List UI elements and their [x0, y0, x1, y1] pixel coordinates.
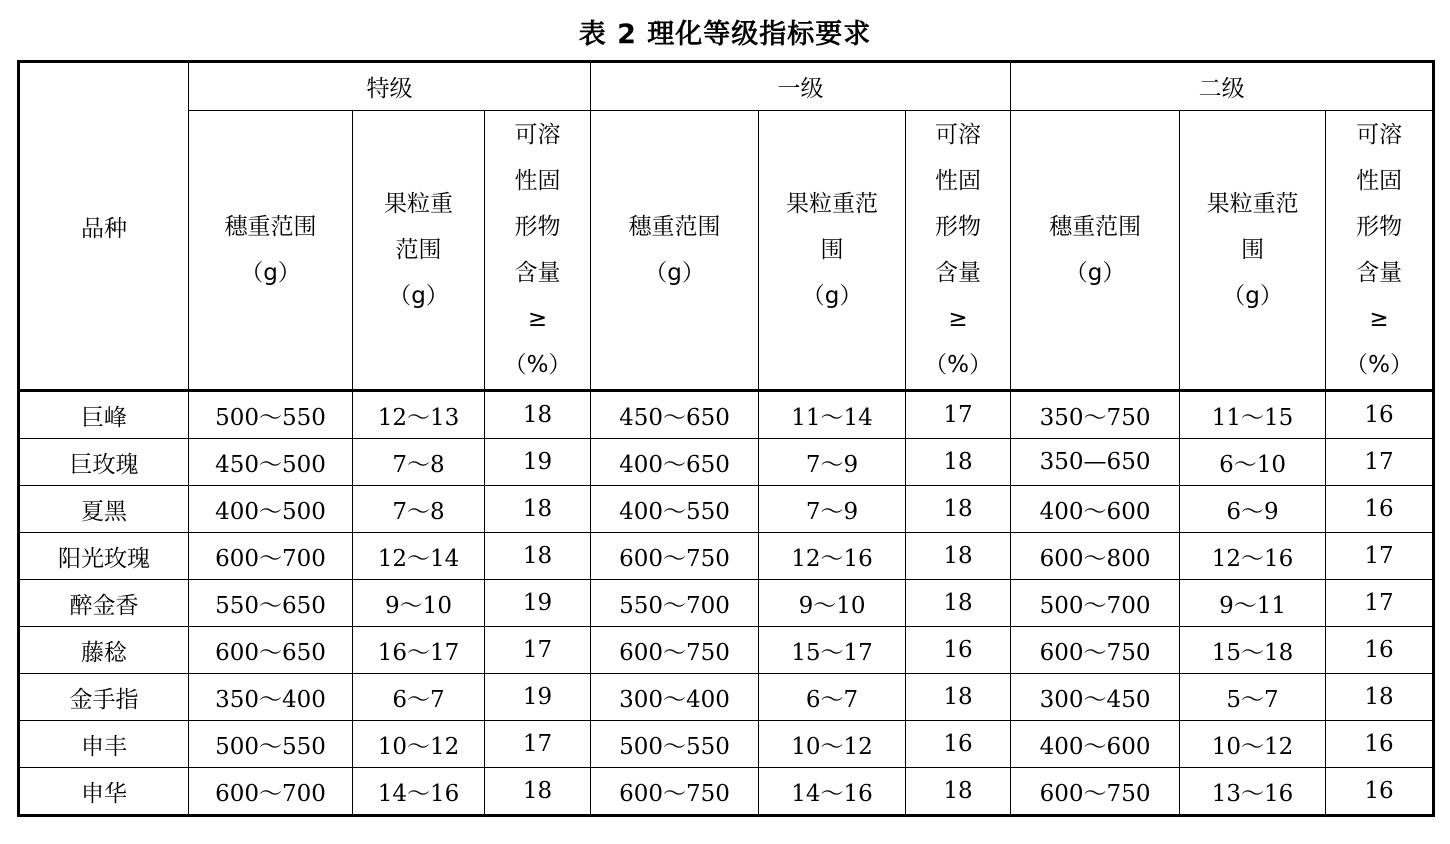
table-title: 表 2 理化等级指标要求: [578, 19, 872, 50]
table-cell: 500～550: [189, 721, 353, 768]
table-cell: 12～16: [759, 533, 906, 580]
table-cell: 18: [485, 486, 591, 533]
header-line: ≥: [1369, 306, 1389, 332]
table-cell: 6～7: [759, 674, 906, 721]
table-cell: 16: [906, 627, 1011, 674]
table-cell: 350～400: [189, 674, 353, 721]
table-cell: 5～7: [1180, 674, 1326, 721]
table-cell: 17: [1326, 533, 1434, 580]
soluble-solids-header-second: [1326, 111, 1434, 391]
table-cell: 7～8: [353, 486, 485, 533]
variety-name: 阳光玫瑰: [19, 533, 189, 580]
table-cell: 400～550: [591, 486, 759, 533]
header-line: ≥: [527, 306, 548, 332]
table-row: [19, 533, 1434, 580]
header-line: 穗重范围: [1049, 214, 1142, 240]
table-cell: 18: [485, 768, 591, 816]
header-line: （%）: [924, 352, 992, 378]
header-line: （g）: [1064, 260, 1126, 286]
header-line: 含量: [935, 260, 982, 286]
table-cell: 600～650: [189, 627, 353, 674]
table-row: [19, 768, 1434, 816]
table-cell: 9～10: [759, 580, 906, 627]
table-cell: 600～700: [189, 533, 353, 580]
table-cell: 17: [1326, 580, 1434, 627]
table-cell: 16: [1326, 768, 1434, 816]
table-cell: 19: [485, 439, 591, 486]
table-cell: 10～12: [759, 721, 906, 768]
grade-header-special: 特级: [189, 62, 591, 111]
variety-name: 夏黑: [19, 486, 189, 533]
table-cell: 18: [906, 674, 1011, 721]
cluster-weight-header-second: [1011, 111, 1180, 391]
grade-header-first: 一级: [591, 62, 1011, 111]
header-line: 可溶: [935, 122, 982, 148]
table-cell: 600～700: [189, 768, 353, 816]
header-line: 含量: [514, 260, 561, 286]
table-cell: 400～600: [1011, 721, 1180, 768]
table-cell: 18: [906, 439, 1011, 486]
table-cell: 14～16: [759, 768, 906, 816]
header-line: 性固: [514, 168, 561, 194]
header-line: 含量: [1356, 260, 1403, 286]
cluster-weight-header-first: [591, 111, 759, 391]
table-cell: 18: [485, 533, 591, 580]
table-cell: 400～600: [1011, 486, 1180, 533]
table-cell: 300～450: [1011, 674, 1180, 721]
table-cell: 14～16: [353, 768, 485, 816]
soluble-solids-header-first: [906, 111, 1011, 391]
table-cell: 16: [1326, 391, 1434, 439]
variety-name: 巨峰: [19, 391, 189, 439]
table-row: [19, 580, 1434, 627]
header-line: 性固: [935, 168, 982, 194]
header-line: 穗重范围: [628, 214, 721, 240]
table-row: [19, 721, 1434, 768]
table-cell: 12～14: [353, 533, 485, 580]
grade-requirements-table: [17, 60, 1435, 817]
table-cell: 350～750: [1011, 391, 1180, 439]
table-cell: 450～500: [189, 439, 353, 486]
header-line: 形物: [514, 214, 561, 240]
table-cell: 9～11: [1180, 580, 1326, 627]
header-line: 果粒重范: [1206, 191, 1299, 217]
table-cell: 11～15: [1180, 391, 1326, 439]
table-cell: 600～750: [1011, 768, 1180, 816]
table-cell: 7～8: [353, 439, 485, 486]
table-cell: 7～9: [759, 439, 906, 486]
table-cell: 6～7: [353, 674, 485, 721]
table-cell: 17: [485, 721, 591, 768]
table-cell: 19: [485, 580, 591, 627]
table-cell: 16: [1326, 721, 1434, 768]
header-line: ≥: [948, 306, 968, 332]
table-cell: 400～500: [189, 486, 353, 533]
table-cell: 500～700: [1011, 580, 1180, 627]
table-cell: 350—650: [1011, 439, 1180, 486]
table-row: [19, 486, 1434, 533]
table-cell: 15～17: [759, 627, 906, 674]
table-row: [19, 439, 1434, 486]
variety-name: 申华: [19, 768, 189, 816]
header-line: （g）: [801, 283, 863, 309]
header-line: （%）: [503, 352, 572, 378]
header-line: 围: [1241, 237, 1265, 263]
variety-name: 巨玫瑰: [19, 439, 189, 486]
table-cell: 6～9: [1180, 486, 1326, 533]
table-cell: 18: [906, 580, 1011, 627]
table-cell: 18: [906, 533, 1011, 580]
header-line: 果粒重: [384, 191, 453, 217]
header-line: 可溶: [1356, 122, 1403, 148]
table-cell: 600～800: [1011, 533, 1180, 580]
header-row-grades: [19, 62, 1434, 111]
table-body: [19, 391, 1434, 816]
table-cell: 13～16: [1180, 768, 1326, 816]
header-row-columns: [19, 111, 1434, 391]
table-cell: 15～18: [1180, 627, 1326, 674]
table-cell: 10～12: [1180, 721, 1326, 768]
berry-weight-header-second: [1180, 111, 1326, 391]
header-line: 围: [820, 237, 844, 263]
table-cell: 400～650: [591, 439, 759, 486]
table-cell: 18: [906, 486, 1011, 533]
table-cell: 600～750: [1011, 627, 1180, 674]
table-cell: 18: [1326, 674, 1434, 721]
table-cell: 19: [485, 674, 591, 721]
table-cell: 18: [485, 391, 591, 439]
table-row: [19, 391, 1434, 439]
table-cell: 16: [1326, 486, 1434, 533]
table-cell: 600～750: [591, 627, 759, 674]
header-line: 性固: [1356, 168, 1403, 194]
table-cell: 17: [485, 627, 591, 674]
table-cell: 500～550: [591, 721, 759, 768]
header-line: 可溶: [514, 122, 561, 148]
variety-header: 品种: [19, 62, 189, 391]
table-cell: 17: [1326, 439, 1434, 486]
table-cell: 17: [906, 391, 1011, 439]
table-cell: 16: [906, 721, 1011, 768]
table-cell: 16～17: [353, 627, 485, 674]
header-line: （g）: [1222, 283, 1283, 309]
table-cell: 9～10: [353, 580, 485, 627]
header-line: （%）: [1345, 352, 1413, 378]
berry-weight-header-first: [759, 111, 906, 391]
soluble-solids-header-special: [485, 111, 591, 391]
table-cell: 18: [906, 768, 1011, 816]
table-row: [19, 674, 1434, 721]
table-row: [19, 627, 1434, 674]
table-cell: 6～10: [1180, 439, 1326, 486]
table-cell: 12～13: [353, 391, 485, 439]
table-cell: 550～700: [591, 580, 759, 627]
table-cell: 300～400: [591, 674, 759, 721]
table-cell: 12～16: [1180, 533, 1326, 580]
berry-weight-header-special: [353, 111, 485, 391]
grade-header-second: 二级: [1011, 62, 1434, 111]
table-cell: 16: [1326, 627, 1434, 674]
header-line: 范围: [395, 237, 442, 263]
variety-name: 金手指: [19, 674, 189, 721]
header-line: （g）: [240, 260, 301, 286]
variety-name: 醉金香: [19, 580, 189, 627]
variety-name: 藤稔: [19, 627, 189, 674]
table-cell: 600～750: [591, 768, 759, 816]
header-line: 形物: [935, 214, 982, 240]
variety-name: 申丰: [19, 721, 189, 768]
table-cell: 500～550: [189, 391, 353, 439]
header-line: 穗重范围: [224, 214, 317, 240]
cluster-weight-header-special: [189, 111, 353, 391]
header-line: （g）: [644, 260, 705, 286]
header-line: 形物: [1356, 214, 1403, 240]
table-cell: 550～650: [189, 580, 353, 627]
header-line: （g）: [388, 283, 449, 309]
header-line: 果粒重范: [786, 191, 879, 217]
table-cell: 10～12: [353, 721, 485, 768]
table-cell: 600～750: [591, 533, 759, 580]
table-cell: 7～9: [759, 486, 906, 533]
table-cell: 11～14: [759, 391, 906, 439]
table-cell: 450～650: [591, 391, 759, 439]
